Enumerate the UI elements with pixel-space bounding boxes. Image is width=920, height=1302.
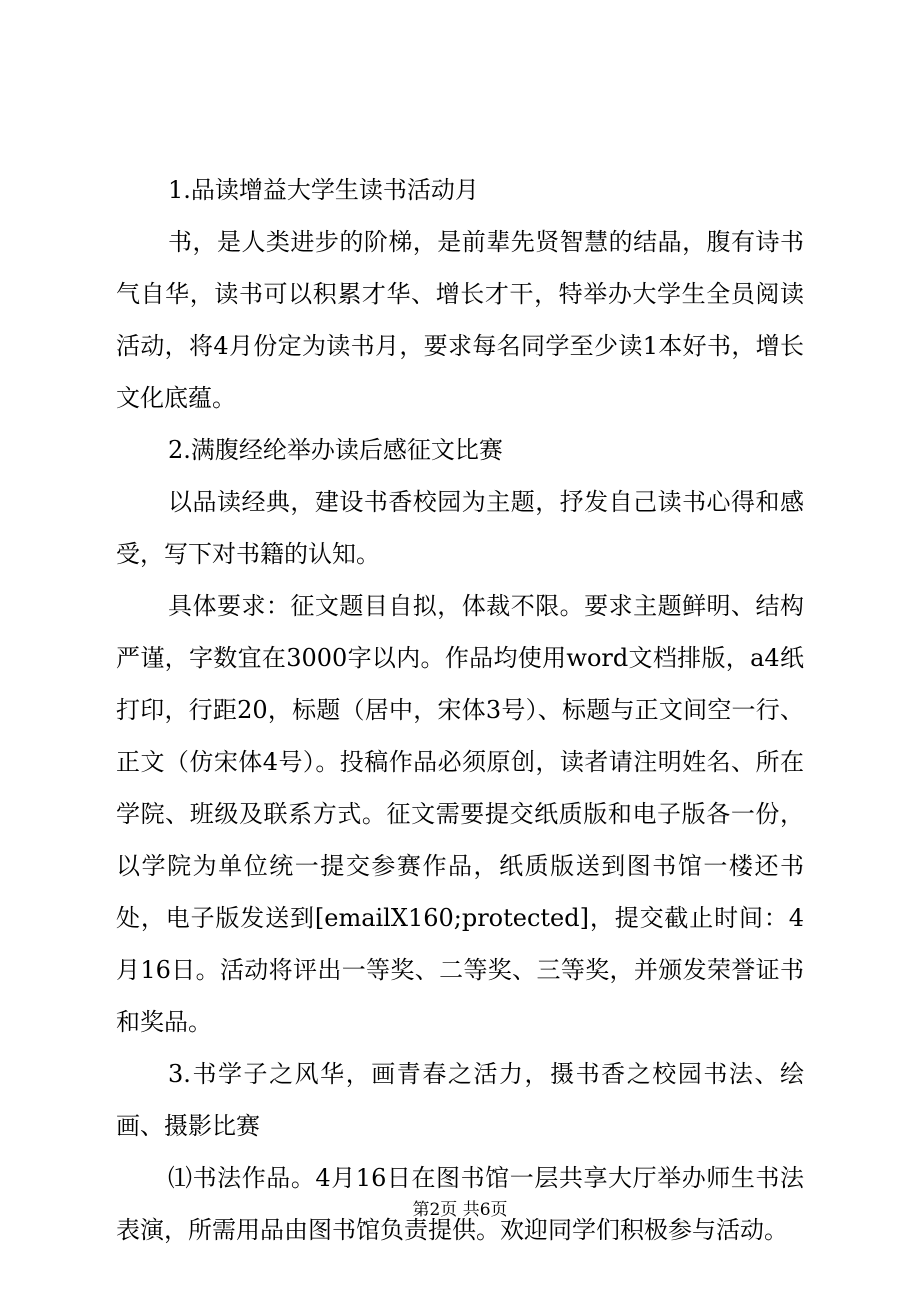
body-paragraph: 以品读经典，建设书香校园为主题，抒发自己读书心得和感受，写下对书籍的认知。 bbox=[116, 488, 804, 568]
section-heading-1: 1.品读增益大学生读书活动月 bbox=[168, 176, 479, 204]
section-heading-3: 3.书学子之风华，画青春之活力，摄书香之校园书法、绘画、摄影比赛 bbox=[116, 1060, 804, 1140]
body-paragraph: 书，是人类进步的阶梯，是前辈先贤智慧的结晶，腹有诗书气自华，读书可以积累才华、增长才干，特举办大学生全员阅读活动，将4月份定为读书月，要求每名同学至少读1本好书，增长文化底蕴。 bbox=[116, 228, 804, 412]
document-body bbox=[116, 164, 804, 1256]
page-footer: 第2页 共6页 bbox=[412, 1200, 508, 1220]
section-heading-2: 2.满腹经纶举办读后感征文比赛 bbox=[168, 436, 503, 464]
body-paragraph: ⑴书法作品。4月16日在图书馆一层共享大厅举办师生书法表演，所需用品由图书馆负责提供。欢迎同学们积极参与活动。 bbox=[116, 1164, 804, 1244]
body-paragraph: 具体要求：征文题目自拟，体裁不限。要求主题鲜明、结构严谨，字数宜在3000字以内。作品均使用word文档排版，a4纸打印，行距20，标题（居中，宋体3号）、标题与正文间空一行、正文（仿宋体4号）。投稿作品必须原创，读者请注明姓名、所在学院、班级及联系方式。征文需要提交纸质版和电子版各一份，以学院为单位统一提交参赛作品，纸质版送到图书馆一楼还书处，电子版发送到[emailX160;protected]，提交截止时间：4月16日。活动将评出一等奖、二等奖、三等奖，并颁发荣誉证书和奖品。 bbox=[116, 592, 804, 1036]
